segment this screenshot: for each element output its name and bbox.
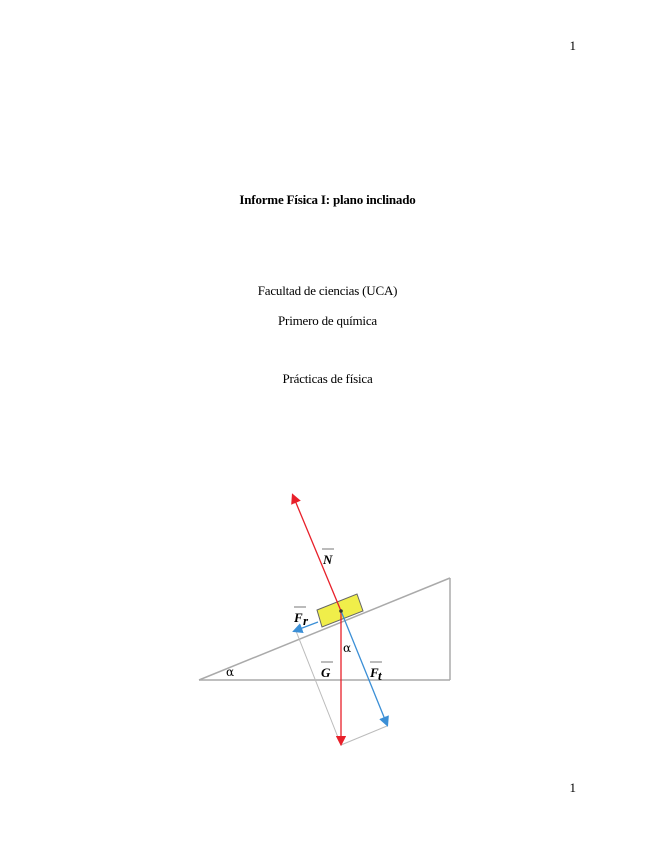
svg-text:r: r: [303, 613, 309, 628]
decomposition-line-b: [341, 726, 387, 745]
document-title: Informe Física I: plano inclinado: [239, 192, 416, 207]
normal-label: [322, 549, 334, 567]
angle-label-base: α: [226, 665, 235, 679]
normal-force-arrow: [294, 498, 341, 611]
course-line: Primero de química: [278, 313, 377, 328]
faculty-line: Facultad de ciencias (UCA): [257, 283, 398, 298]
page-number-top: 1: [569, 38, 576, 53]
friction-label: [293, 607, 309, 628]
decomposition-line-a: [296, 631, 341, 745]
svg-text:G: G: [321, 665, 331, 680]
center-point: [339, 609, 343, 613]
svg-text:N: N: [323, 552, 333, 567]
tangential-force-arrow: [341, 611, 386, 722]
page-number-bottom: 1: [569, 780, 576, 795]
svg-text:F: F: [370, 665, 379, 680]
gravity-label: [321, 662, 333, 680]
subject-line: Prácticas de física: [282, 371, 373, 386]
angle-label-inner: α: [343, 641, 352, 655]
svg-text:F: F: [294, 610, 303, 625]
svg-text:t: t: [378, 668, 382, 683]
tangential-label: [369, 662, 382, 683]
